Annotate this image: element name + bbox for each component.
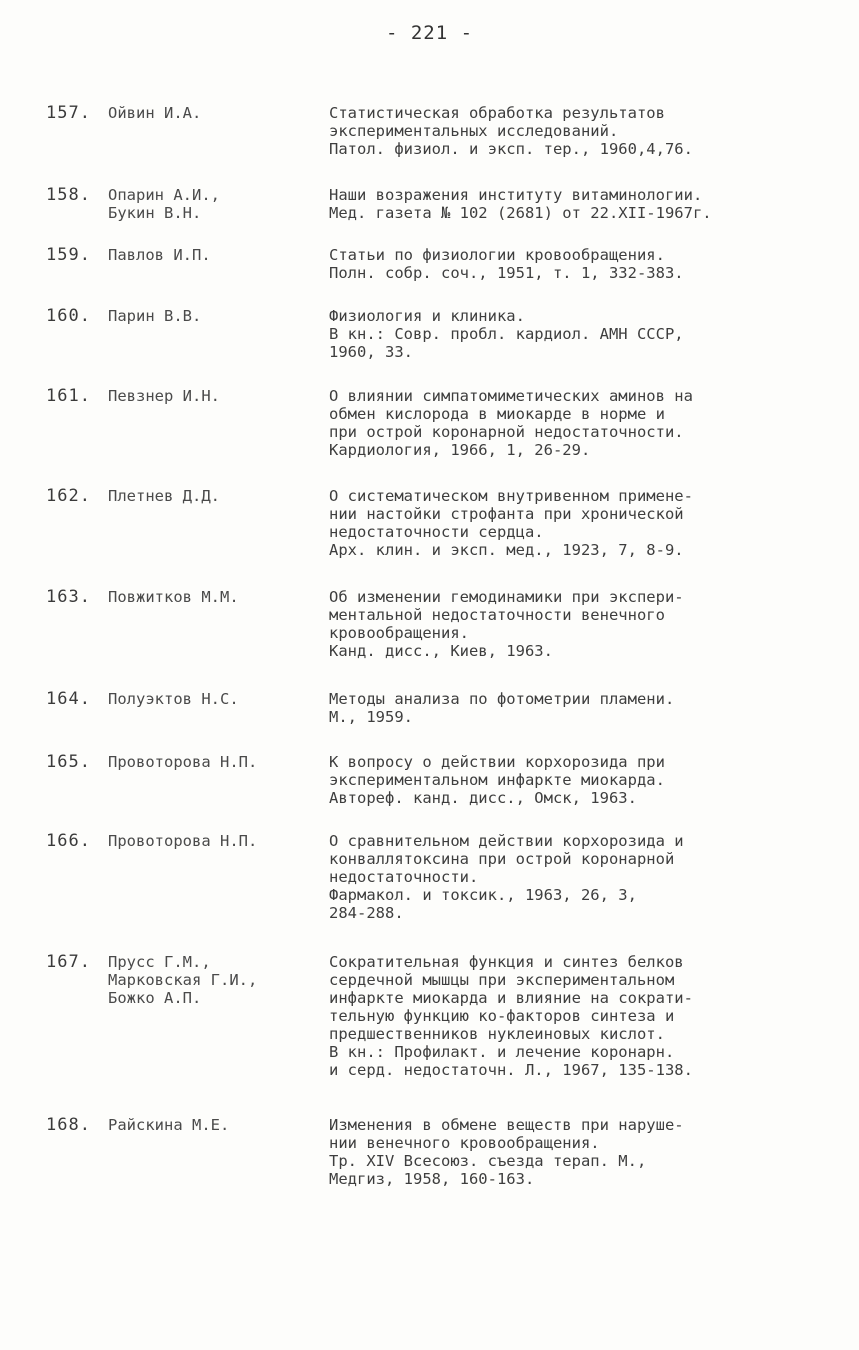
description-line: Патол. физиол. и эксп. тер., 1960,4,76. [329, 140, 693, 158]
author: Провоторова Н.П. [108, 753, 258, 771]
entry-description [329, 387, 819, 459]
description-line: О сравнительном действии корхорозида и [329, 832, 684, 850]
entry-authors [108, 387, 323, 405]
description-line: О систематическом внутривенном примене- [329, 487, 693, 505]
author: Певзнер И.Н. [108, 387, 220, 405]
description-line: недостаточности сердца. [329, 523, 544, 541]
description-line: Автореф. канд. дисс., Омск, 1963. [329, 789, 637, 807]
description-line: Полн. собр. соч., 1951, т. 1, 332-383. [329, 264, 684, 282]
entry-authors [108, 104, 323, 122]
entry-number: 162. [46, 486, 91, 506]
description-line: при острой коронарной недостаточности. [329, 423, 684, 441]
description-line: Канд. дисс., Киев, 1963. [329, 642, 553, 660]
description-line: экспериментальном инфаркте миокарда. [329, 771, 665, 789]
description-line: Кардиология, 1966, 1, 26-29. [329, 441, 591, 459]
entry-description [329, 104, 819, 158]
entry-description [329, 246, 819, 282]
author: Божко А.П. [108, 989, 202, 1007]
entry-description [329, 953, 819, 1079]
description-line: ментальной недостаточности венечного [329, 606, 665, 624]
description-line: Об изменении гемодинамики при экспери- [329, 588, 684, 606]
entry-authors [108, 1116, 323, 1134]
description-line: Изменения в обмене веществ при наруше- [329, 1116, 684, 1134]
description-line: Мед. газета № 102 (2681) от 22.ХII-1967г. [329, 204, 712, 222]
description-line: Статистическая обработка результатов [329, 104, 665, 122]
author: Опарин А.И., [108, 186, 220, 204]
entry-authors [108, 690, 323, 708]
entry-number: 159. [46, 245, 91, 265]
entry-description [329, 588, 819, 660]
entry-number: 167. [46, 952, 91, 972]
description-line: экспериментальных исследований. [329, 122, 619, 140]
description-line: инфаркте миокарда и влияние на сократи- [329, 989, 693, 1007]
entry-number: 165. [46, 752, 91, 772]
entry-description [329, 487, 819, 559]
author: Повжитков М.М. [108, 588, 239, 606]
description-line: М., 1959. [329, 708, 413, 726]
author: Парин В.В. [108, 307, 202, 325]
entry-number: 158. [46, 185, 91, 205]
description-line: Медгиз, 1958, 160-163. [329, 1170, 535, 1188]
entry-number: 166. [46, 831, 91, 851]
entry-description [329, 186, 819, 222]
description-line: недостаточности. [329, 868, 479, 886]
description-line: Наши возражения институту витаминологии. [329, 186, 703, 204]
description-line: Статьи по физиологии кровообращения. [329, 246, 665, 264]
entry-description [329, 307, 819, 361]
entry-description [329, 690, 819, 726]
description-line: Физиология и клиника. [329, 307, 525, 325]
author: Прусс Г.М., [108, 953, 211, 971]
author: Провоторова Н.П. [108, 832, 258, 850]
author: Ойвин И.А. [108, 104, 202, 122]
entry-description [329, 753, 819, 807]
description-line: Методы анализа по фотометрии пламени. [329, 690, 675, 708]
page-number: - 221 - [385, 22, 474, 44]
entry-description [329, 1116, 819, 1188]
description-line: О влиянии симпатомиметических аминов на [329, 387, 693, 405]
description-line: Фармакол. и токсик., 1963, 26, 3, [329, 886, 637, 904]
description-line: 1960, 33. [329, 343, 413, 361]
author: Плетнев Д.Д. [108, 487, 220, 505]
description-line: Сократительная функция и синтез белков [329, 953, 684, 971]
entry-number: 161. [46, 386, 91, 406]
entry-authors [108, 487, 323, 505]
description-line: нии настойки строфанта при хронической [329, 505, 684, 523]
description-line: обмен кислорода в миокарде в норме и [329, 405, 665, 423]
description-line: нии венечного кровообращения. [329, 1134, 600, 1152]
entry-number: 157. [46, 103, 91, 123]
author: Марковская Г.И., [108, 971, 258, 989]
description-line: К вопросу о действии корхорозида при [329, 753, 665, 771]
description-line: предшественников нуклеиновых кислот. [329, 1025, 665, 1043]
entry-number: 160. [46, 306, 91, 326]
entry-authors [108, 307, 323, 325]
description-line: Тр. XIV Всесоюз. съезда терап. М., [329, 1152, 647, 1170]
description-line: и серд. недостаточн. Л., 1967, 135-138. [329, 1061, 693, 1079]
author: Райскина М.Е. [108, 1116, 230, 1134]
entry-authors [108, 246, 323, 264]
description-line: В кн.: Профилакт. и лечение коронарн. [329, 1043, 675, 1061]
entry-number: 164. [46, 689, 91, 709]
entry-number: 163. [46, 587, 91, 607]
description-line: 284-288. [329, 904, 404, 922]
entry-authors [108, 186, 323, 222]
description-line: сердечной мышцы при экспериментальном [329, 971, 675, 989]
description-line: конваллятоксина при острой коронарной [329, 850, 675, 868]
entry-description [329, 832, 819, 922]
description-line: Арх. клин. и эксп. мед., 1923, 7, 8-9. [329, 541, 684, 559]
description-line: кровообращения. [329, 624, 469, 642]
author: Букин В.Н. [108, 204, 202, 222]
description-line: тельную функцию ко-факторов синтеза и [329, 1007, 675, 1025]
entry-authors [108, 953, 323, 1007]
entry-authors [108, 588, 323, 606]
description-line: В кн.: Совр. пробл. кардиол. АМН СССР, [329, 325, 684, 343]
entry-authors [108, 753, 323, 771]
author: Павлов И.П. [108, 246, 211, 264]
entry-authors [108, 832, 323, 850]
entry-number: 168. [46, 1115, 91, 1135]
author: Полуэктов Н.С. [108, 690, 239, 708]
